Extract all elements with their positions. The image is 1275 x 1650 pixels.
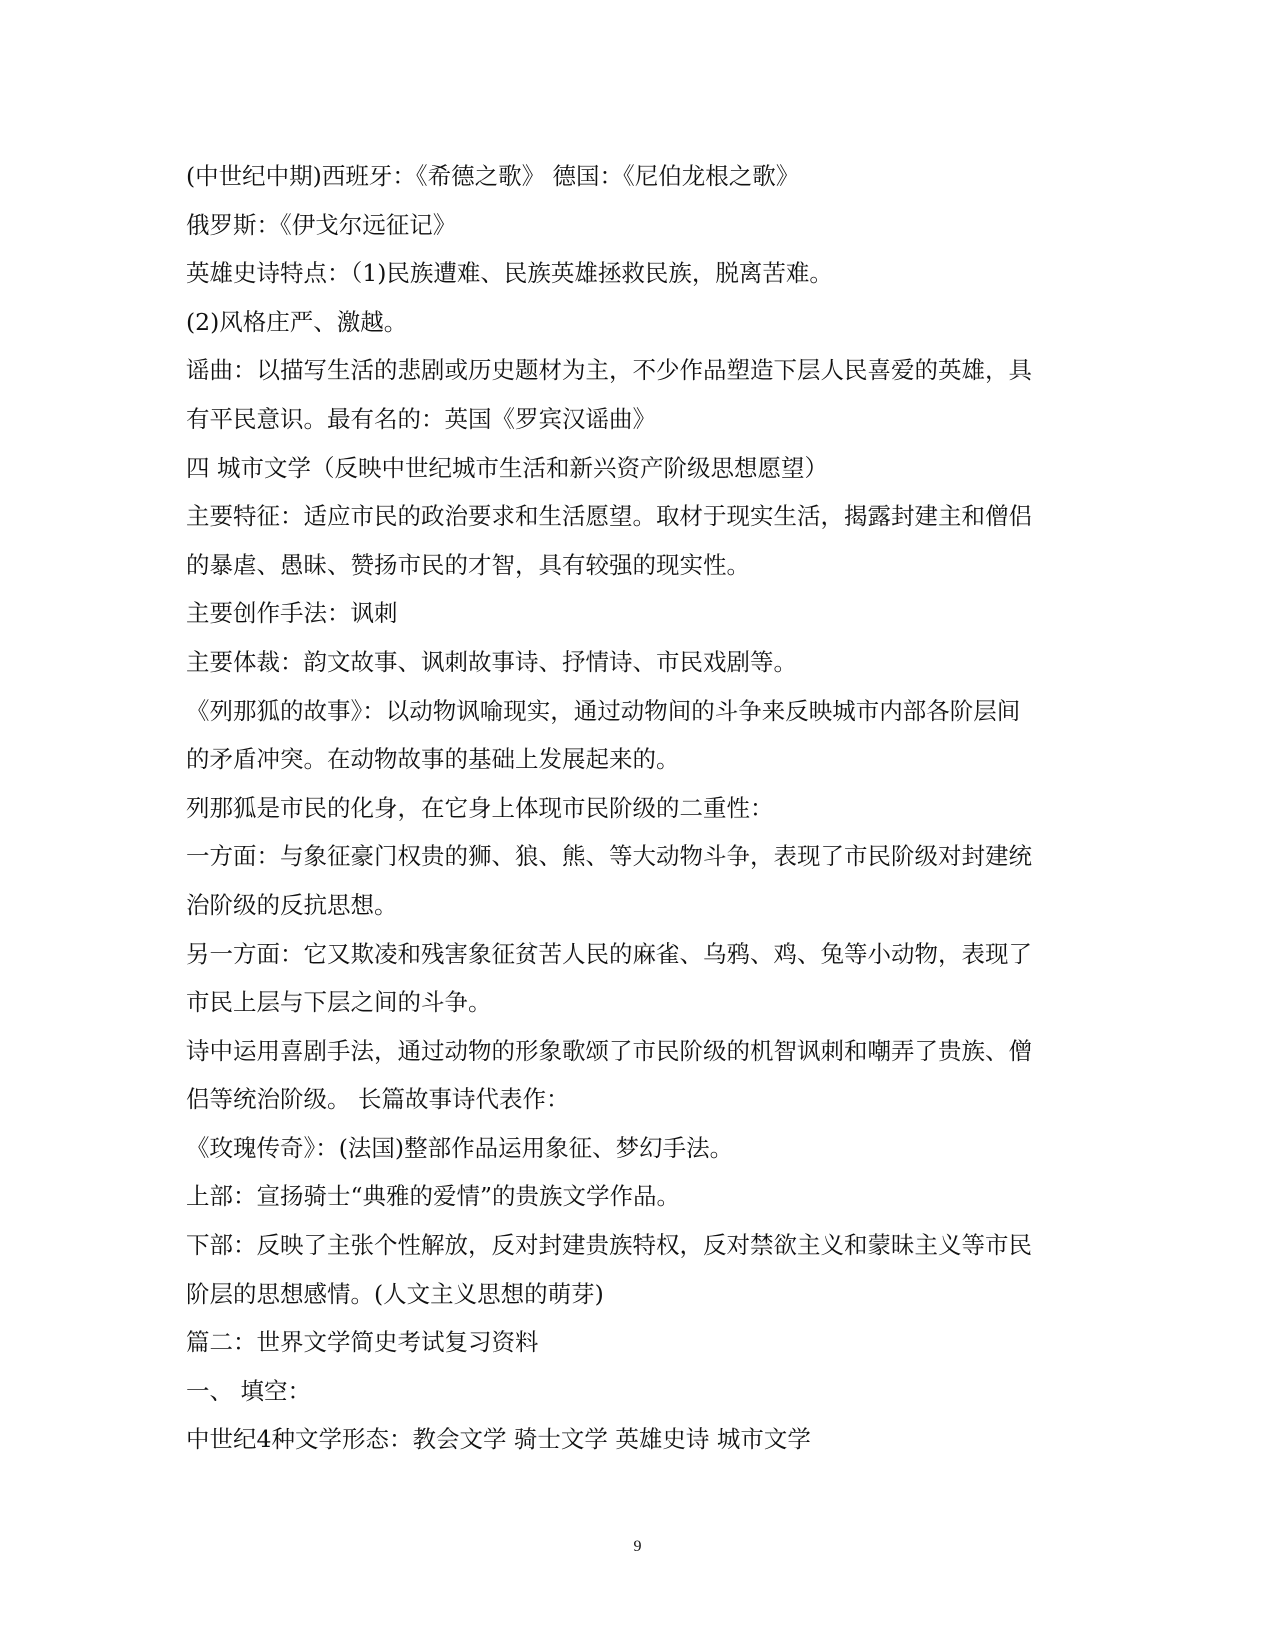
text-line: 市民上层与下层之间的斗争。	[186, 988, 492, 1017]
text-line: 主要特征：适应市民的政治要求和生活愿望。取材于现实生活，揭露封建主和僧侣	[186, 502, 1032, 531]
text-line: 谣曲：以描写生活的悲剧或历史题材为主，不少作品塑造下层人民喜爱的英雄，具	[186, 356, 1032, 385]
text-line: 主要体裁：韵文故事、讽刺故事诗、抒情诗、市民戏剧等。	[186, 647, 797, 676]
text-line: 《列那狐的故事》：以动物讽喻现实，通过动物间的斗争来反映城市内部各阶层间	[186, 696, 1021, 725]
text-line: 另一方面：它又欺凌和残害象征贫苦人民的麻雀、乌鸦、鸡、兔等小动物，表现了	[186, 939, 1032, 968]
text-line: 的暴虐、愚昧、赞扬市民的才智，具有较强的现实性。	[186, 550, 750, 579]
text-line: 侣等统治阶级。 长篇故事诗代表作：	[186, 1085, 570, 1114]
text-line: 治阶级的反抗思想。	[186, 890, 398, 919]
text-line: (2)风格庄严、激越。	[186, 307, 408, 336]
text-line: 下部：反映了主张个性解放，反对封建贵族特权，反对禁欲主义和蒙昧主义等市民	[186, 1231, 1032, 1260]
text-line: (中世纪中期)西班牙：《希德之歌》 德国：《尼伯龙根之歌》	[186, 162, 800, 190]
text-line: 中世纪4种文学形态：教会文学 骑士文学 英雄史诗 城市文学	[186, 1425, 811, 1454]
document-body	[186, 152, 1091, 1464]
text-line: 《玫瑰传奇》：(法国)整部作品运用象征、梦幻手法。	[186, 1133, 734, 1162]
text-line: 列那狐是市民的化身，在它身上体现市民阶级的二重性：	[186, 793, 774, 822]
text-line: 诗中运用喜剧手法，通过动物的形象歌颂了市民阶级的机智讽刺和嘲弄了贵族、僧	[186, 1036, 1032, 1065]
text-line: 一方面：与象征豪门权贵的狮、狼、熊、等大动物斗争，表现了市民阶级对封建统	[186, 842, 1032, 871]
section-heading: 篇二：世界文学简史考试复习资料	[186, 1328, 539, 1357]
text-line: 上部：宣扬骑士“典雅的爱情”的贵族文学作品。	[186, 1182, 681, 1211]
page-number: 9	[633, 1538, 642, 1555]
text-line: 英雄史诗特点：（1)民族遭难、民族英雄拯救民族，脱离苦难。	[186, 259, 833, 288]
text-line: 主要创作手法：讽刺	[186, 599, 398, 628]
text-line: 有平民意识。最有名的：英国《罗宾汉谣曲》	[186, 404, 656, 433]
text-line: 一、 填空：	[186, 1376, 311, 1405]
text-line: 俄罗斯：《伊戈尔远征记》	[186, 210, 457, 239]
text-line: 阶层的思想感情。(人文主义思想的萌芽)	[186, 1279, 604, 1308]
section-heading: 四 城市文学（反映中世纪城市生活和新兴资产阶级思想愿望）	[186, 453, 828, 482]
text-line: 的矛盾冲突。在动物故事的基础上发展起来的。	[186, 745, 680, 774]
